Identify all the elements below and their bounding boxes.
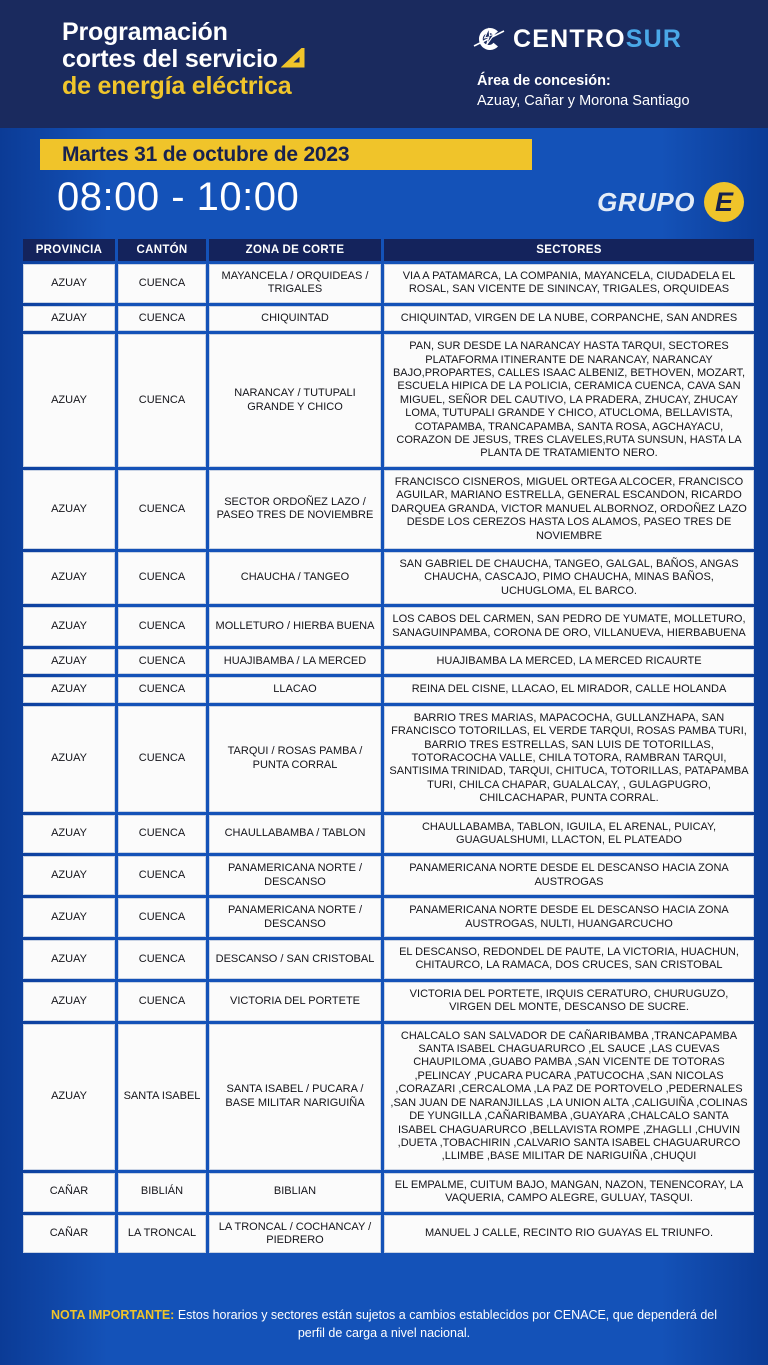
cell-zona: LA TRONCAL / COCHANCAY / PIEDRERO — [209, 1215, 381, 1254]
group-letter-badge: E — [704, 182, 744, 222]
cell-sectores: MANUEL J CALLE, RECINTO RIO GUAYAS EL TRIUNFO. — [384, 1215, 754, 1254]
table-row — [23, 649, 754, 674]
cell-provincia: AZUAY — [23, 940, 115, 979]
cell-canton: CUENCA — [118, 264, 206, 303]
cell-canton: BIBLIÁN — [118, 1173, 206, 1212]
centrosur-mark-icon — [472, 22, 506, 56]
group-label: GRUPO — [597, 186, 695, 217]
cell-sectores: HUAJIBAMBA LA MERCED, LA MERCED RICAURTE — [384, 649, 754, 674]
cell-provincia: AZUAY — [23, 1024, 115, 1170]
cell-provincia: CAÑAR — [23, 1173, 115, 1212]
concession-title: Área de concesión: — [477, 73, 611, 89]
table-row — [23, 856, 754, 895]
table-row — [23, 706, 754, 812]
page-title-line-3: de energía eléctrica — [62, 72, 292, 100]
table-body — [23, 264, 754, 1253]
table-row — [23, 264, 754, 303]
cell-canton: CUENCA — [118, 334, 206, 467]
cell-sectores: CHALCALO SAN SALVADOR DE CAÑARIBAMBA ,TRANCAPAMBA SANTA ISABEL CHAGUARURCO ,EL SAUCE ,LAS CUEVAS CHAUPILOMA ,GUABO PAMBA ,SAN VICENTE DE TOTORAS ,PELINCAY ,PUCARA PUCARA ,PATUCOCHA ,SAN NICOLAS ,CORAZARI ,CERCALOMA ,LA PAZ DE PORTOVELO ,PEDERNALES ,SAN JUAN DE NARANJILLAS ,LA UNION ALTA ,CALIGUIÑA ,COLINAS DE YUNGILLA ,CAÑARIBAMBA ,GUAYARA ,CHALCALO SANTA ISABEL CHAGUARURCO ,BELLAVISTA ROMPE ,ZHAGLLI ,CHUVIN ,DUETA ,TOBACHIRIN ,CALVARIO SANTA ISABEL CHAGUARURCO ,LLIMBE ,BASE MILITAR DE NARIGUIÑA ,CHUQUI — [384, 1024, 754, 1170]
cell-provincia: AZUAY — [23, 607, 115, 646]
cell-provincia: AZUAY — [23, 856, 115, 895]
cell-zona: DESCANSO / SAN CRISTOBAL — [209, 940, 381, 979]
cell-canton: CUENCA — [118, 306, 206, 331]
cell-sectores: LOS CABOS DEL CARMEN, SAN PEDRO DE YUMATE, MOLLETURO, SANAGUINPAMBA, CORONA DE ORO, VILLANUEVA, HIERBABUENA — [384, 607, 754, 646]
cell-zona: TARQUI / ROSAS PAMBA / PUNTA CORRAL — [209, 706, 381, 812]
cell-zona: LLACAO — [209, 677, 381, 702]
table-row — [23, 607, 754, 646]
brand-word-sur: SUR — [625, 24, 683, 53]
date-banner — [40, 139, 532, 170]
cell-sectores: EL DESCANSO, REDONDEL DE PAUTE, LA VICTORIA, HUACHUN, CHITAURCO, LA RAMACA, DOS CRUCES, SAN CRISTOBAL — [384, 940, 754, 979]
page-title-line-2: cortes del servicio — [62, 45, 278, 73]
cell-canton: CUENCA — [118, 898, 206, 937]
date-label: Martes 31 de octubre de 2023 — [62, 142, 350, 166]
cell-sectores: REINA DEL CISNE, LLACAO, EL MIRADOR, CALLE HOLANDA — [384, 677, 754, 702]
table-header-row — [23, 239, 754, 261]
table-row — [23, 940, 754, 979]
cell-canton: CUENCA — [118, 470, 206, 549]
cell-canton: CUENCA — [118, 940, 206, 979]
table-row — [23, 982, 754, 1021]
cell-sectores: PAN, SUR DESDE LA NARANCAY HASTA TARQUI, SECTORES PLATAFORMA ITINERANTE DE NARANCAY, NARANCAY BAJO,PROPARTES, CALLES ISAAC ALBENIZ, BETHOVEN, MOZART, ESCUELA HIPICA DE LA POLICIA, CERAMICA CUENCA, CAVA SAN MIGUEL, SEÑOR DEL CAUTIVO, LA PRADERA, ZHUCAY, ZHUCAY LOMA, TUTUPALI GRANDE Y CHICO, ATUCLOMA, BELLAVISTA, COTAPAMBA, TRANCAPAMBA, SANTA ROSA, AGCHAYACU, CORAZON DE JESUS, TRES CLAVELES,RUTA SUNSUN, HASTA LA PLANTA DE TRATAMIENTO NERO. — [384, 334, 754, 467]
cell-sectores: BARRIO TRES MARIAS, MAPACOCHA, GULLANZHAPA, SAN FRANCISCO TOTORILLAS, EL VERDE TARQUI, ROSAS PAMBA TURI, BARRIO TRES ESTRELLAS, SAN LUIS DE TOTORILLAS, TOTORACOCHA VALLE, CHILA TOTORA, RAMBRAN TARQUI, SANTISIMA TRINIDAD, TARQUI, CHITUCA, TOTORILLAS, PATAPAMBA TURI, CHILCA CHAPAR, GUALALCAY, , GULAGPUGRO, CHILCACHAPAR, PUNTA CORRAL. — [384, 706, 754, 812]
cell-canton: SANTA ISABEL — [118, 1024, 206, 1170]
table-row — [23, 1173, 754, 1212]
cell-sectores: CHIQUINTAD, VIRGEN DE LA NUBE, CORPANCHE, SAN ANDRES — [384, 306, 754, 331]
col-header-canton: CANTÓN — [118, 239, 206, 261]
cell-provincia: AZUAY — [23, 982, 115, 1021]
cell-provincia: AZUAY — [23, 306, 115, 331]
cell-sectores: FRANCISCO CISNEROS, MIGUEL ORTEGA ALCOCER, FRANCISCO AGUILAR, MARIANO ESTRELLA, GENERAL ESCANDON, RICARDO DARQUEA GRANDA, VICTOR MANUEL ALBORNOZ, ORDOÑEZ LAZO DESDE LOS CEREZOS HASTA LOS ALAMOS, PASEO TRES DE NOVIEMBRE — [384, 470, 754, 549]
cell-zona: SECTOR ORDOÑEZ LAZO / PASEO TRES DE NOVIEMBRE — [209, 470, 381, 549]
table-row — [23, 470, 754, 549]
cell-zona: MOLLETURO / HIERBA BUENA — [209, 607, 381, 646]
outage-table-wrap — [20, 236, 748, 1256]
cell-zona: PANAMERICANA NORTE / DESCANSO — [209, 856, 381, 895]
col-header-provincia: PROVINCIA — [23, 239, 115, 261]
cell-sectores: VICTORIA DEL PORTETE, IRQUIS CERATURO, CHURUGUZO, VIRGEN DEL MONTE, DESCANSO DE SUCRE. — [384, 982, 754, 1021]
col-header-zona: ZONA DE CORTE — [209, 239, 381, 261]
brand-word-centro: CENTRO — [513, 24, 626, 53]
cell-zona: BIBLIAN — [209, 1173, 381, 1212]
table-row — [23, 898, 754, 937]
cell-canton: CUENCA — [118, 856, 206, 895]
page-title — [62, 19, 307, 100]
cell-canton: CUENCA — [118, 552, 206, 604]
table-row — [23, 677, 754, 702]
cell-provincia: AZUAY — [23, 334, 115, 467]
centrosur-wordmark — [513, 25, 682, 54]
cell-sectores: PANAMERICANA NORTE DESDE EL DESCANSO HACIA ZONA AUSTROGAS — [384, 856, 754, 895]
outage-table — [20, 236, 757, 1256]
cell-sectores: EL EMPALME, CUITUM BAJO, MANGAN, NAZON, TENENCORAY, LA VAQUERIA, CAMPO ALEGRE, GULUAY, TASQUI. — [384, 1173, 754, 1212]
cell-canton: CUENCA — [118, 982, 206, 1021]
cell-zona: MAYANCELA / ORQUIDEAS / TRIGALES — [209, 264, 381, 303]
cell-provincia: AZUAY — [23, 264, 115, 303]
cell-zona: NARANCAY / TUTUPALI GRANDE Y CHICO — [209, 334, 381, 467]
lightning-bolt-icon — [281, 48, 307, 70]
concession-value: Azuay, Cañar y Morona Santiago — [477, 92, 690, 109]
cell-zona: HUAJIBAMBA / LA MERCED — [209, 649, 381, 674]
hours-range: 08:00 - 10:00 — [57, 175, 300, 219]
cell-canton: CUENCA — [118, 815, 206, 854]
note-label: NOTA IMPORTANTE: — [50, 1308, 175, 1322]
cell-canton: CUENCA — [118, 607, 206, 646]
cell-zona: VICTORIA DEL PORTETE — [209, 982, 381, 1021]
page-title-line-1: Programación — [62, 18, 228, 46]
cell-zona: CHAULLABAMBA / TABLON — [209, 815, 381, 854]
note-text: Estos horarios y sectores están sujetos a cambios establecidos por CENACE, que dependerá del perfil de carga a nivel nacional. — [174, 1308, 718, 1341]
concession-block — [477, 72, 757, 111]
cell-canton: CUENCA — [118, 706, 206, 812]
col-header-sectores: SECTORES — [384, 239, 754, 261]
table-row — [23, 306, 754, 331]
centrosur-logo — [472, 22, 682, 56]
group-badge-wrap — [597, 182, 744, 222]
cell-provincia: AZUAY — [23, 649, 115, 674]
cell-canton: CUENCA — [118, 649, 206, 674]
table-row — [23, 334, 754, 467]
cell-sectores: VIA A PATAMARCA, LA COMPANIA, MAYANCELA, CIUDADELA EL ROSAL, SAN VICENTE DE SININCAY, TRIGALES, ORQUIDEAS — [384, 264, 754, 303]
cell-sectores: CHAULLABAMBA, TABLON, IGUILA, EL ARENAL, PUICAY, GUAGUALSHUMI, LLACTON, EL PLATEADO — [384, 815, 754, 854]
important-note — [0, 1306, 768, 1342]
cell-provincia: AZUAY — [23, 470, 115, 549]
table-row — [23, 815, 754, 854]
cell-zona: CHAUCHA / TANGEO — [209, 552, 381, 604]
cell-canton: CUENCA — [118, 677, 206, 702]
cell-zona: CHIQUINTAD — [209, 306, 381, 331]
cell-provincia: AZUAY — [23, 706, 115, 812]
cell-provincia: AZUAY — [23, 677, 115, 702]
cell-zona: SANTA ISABEL / PUCARA / BASE MILITAR NARIGUIÑA — [209, 1024, 381, 1170]
cell-zona: PANAMERICANA NORTE / DESCANSO — [209, 898, 381, 937]
cell-provincia: AZUAY — [23, 898, 115, 937]
table-row — [23, 1215, 754, 1254]
cell-sectores: PANAMERICANA NORTE DESDE EL DESCANSO HACIA ZONA AUSTROGAS, NULTI, HUANGARCUCHO — [384, 898, 754, 937]
table-row — [23, 552, 754, 604]
cell-provincia: CAÑAR — [23, 1215, 115, 1254]
cell-provincia: AZUAY — [23, 552, 115, 604]
cell-sectores: SAN GABRIEL DE CHAUCHA, TANGEO, GALGAL, BAÑOS, ANGAS CHAUCHA, CASCAJO, PIMO CHAUCHA, MINAS BAÑOS, UCHUGLOMA, EL BARCO. — [384, 552, 754, 604]
cell-canton: LA TRONCAL — [118, 1215, 206, 1254]
table-row — [23, 1024, 754, 1170]
cell-provincia: AZUAY — [23, 815, 115, 854]
